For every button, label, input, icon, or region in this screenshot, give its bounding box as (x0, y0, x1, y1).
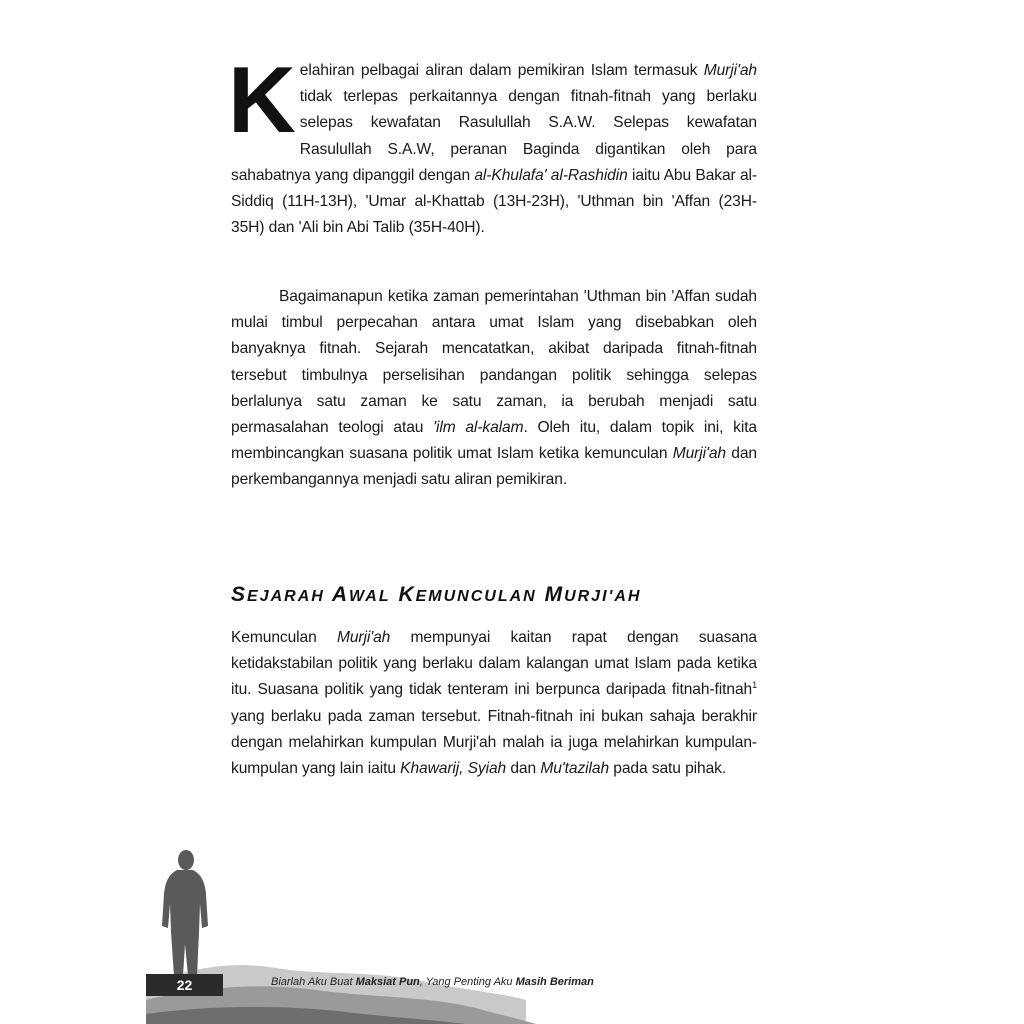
page-number: 22 (146, 974, 223, 996)
second-paragraph: Bagaimanapun ketika zaman pemerintahan 'Uthman bin 'Affan sudah mulai timbul perpecahan antara umat Islam yang disebabkan oleh banyaknya fitnah. Sejarah mencatatkan, akibat daripada fitnah-fitnah tersebut timbulnya perselisihan pandangan politik sehingga selepas berlalunya satu zaman ke satu zaman, ia berubah menjadi satu permasalahan teologi atau 'ilm al-kalam. Oleh itu, dalam topik ini, kita membincangkan suasana politik umat Islam ketika kemunculan Murji'ah dan perkembangannya menjadi satu aliran pemikiran. (231, 288, 757, 489)
third-paragraph: Kemunculan Murji'ah mempunyai kaitan rapat dengan suasana ketidakstabilan politik yang berlaku dalam kalangan umat Islam pada ketika itu. Suasana politik yang tidak tenteram ini berpunca daripada fitnah-fitnah$^1$ yang berlaku pada zaman tersebut. Fitnah-fitnah ini bukan sahaja berakhir dengan melahirkan kumpulan Murji'ah malah ia juga melahirkan kumpulan-kumpulan yang lain iaitu Khawarij, Syiah dan Mu'tazilah pada satu pihak. (231, 629, 757, 778)
person-silhouette-image (155, 848, 215, 976)
footnote-marker: 1 (752, 680, 757, 691)
drop-cap: K (228, 47, 296, 152)
section-heading: SEJARAH AWAL KEMUNCULAN MURJI'AH (231, 583, 642, 606)
intro-paragraph: Kelahiran pelbagai aliran dalam pemikiran Islam termasuk Murji'ah tidak terlepas perkaitannya dengan fitnah-fitnah yang berlaku selepas kewafatan Rasulullah S.A.W. Selepas kewafatan Rasulullah S.A.W, peranan Baginda digantikan oleh para sahabatnya yang dipanggil dengan al-Khulafa' al-Rashidin iaitu Abu Bakar al-Siddiq (11H-13H), 'Umar al-Khattab (13H-23H), 'Uthman bin 'Affan (23H-35H) dan 'Ali bin Abi Talib (35H-40H). (228, 47, 757, 237)
running-footer: Biarlah Aku Buat Maksiat Pun, Yang Penting Aku Masih Beriman (271, 976, 594, 988)
